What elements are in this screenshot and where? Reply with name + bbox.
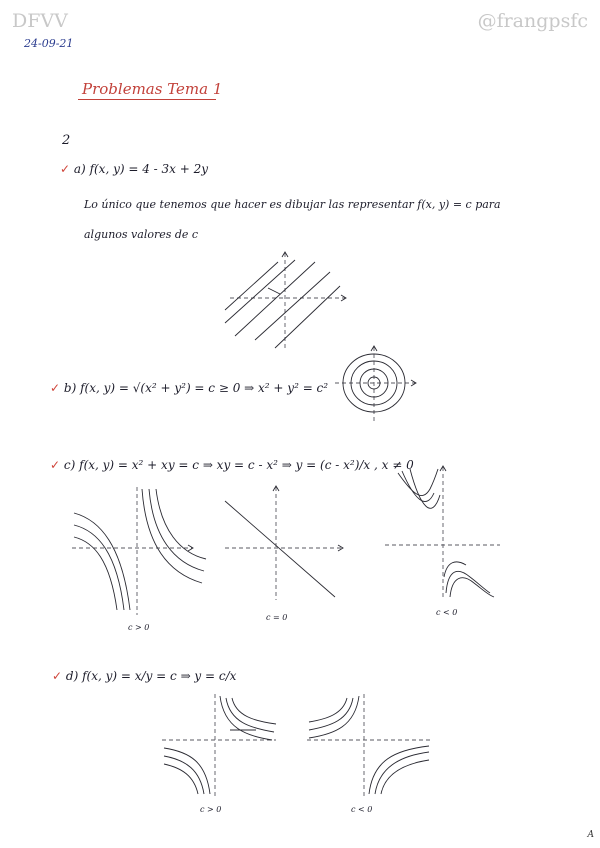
watermark-right: @frangpsfc — [477, 10, 588, 32]
part-b-label: b) — [63, 381, 77, 395]
part-d-positive-sketch — [160, 690, 280, 802]
problem-number: 2 — [62, 133, 71, 148]
part-d-heading — [52, 669, 236, 683]
part-a-heading — [60, 162, 208, 176]
part-c-zero-sketch — [220, 485, 350, 605]
part-a-note-line2: algunos valores de c — [84, 228, 199, 241]
check-mark-icon: ✓ — [50, 458, 61, 472]
part-c-caption-zero: c = 0 — [266, 613, 288, 622]
title-underline — [78, 99, 216, 100]
part-c-caption-negative: c < 0 — [436, 608, 458, 617]
part-d-caption-negative: c < 0 — [351, 805, 373, 814]
page-corner-mark: A — [587, 830, 594, 840]
part-a-equation: f(x, y) = 4 - 3x + 2y — [89, 162, 209, 176]
part-d-label: d) — [65, 669, 79, 683]
part-d-equation: f(x, y) = x/y = c ⇒ y = c/x — [82, 669, 237, 683]
part-a-label: a) — [73, 162, 86, 176]
part-c-heading — [50, 458, 414, 472]
part-b-heading — [50, 381, 328, 395]
check-mark-icon: ✓ — [50, 381, 61, 395]
part-c-equation: f(x, y) = x² + xy = c ⇒ xy = c - x² ⇒ y = (c - x²)/x , x ≠ 0 — [79, 458, 414, 472]
part-c-label: c) — [63, 458, 76, 472]
part-a-note-line1: Lo único que tenemos que hacer es dibujar las representar f(x, y) = c para — [84, 198, 501, 211]
watermark-left: DFVV — [12, 10, 68, 32]
part-a-level-lines-sketch — [220, 248, 360, 358]
part-c-positive-sketch — [70, 485, 210, 620]
part-c-negative-sketch — [380, 465, 505, 605]
part-b-circles-sketch — [330, 345, 420, 425]
check-mark-icon: ✓ — [52, 669, 63, 683]
part-c-caption-positive: c > 0 — [128, 623, 150, 632]
page-date: 24-09-21 — [24, 37, 74, 50]
part-d-negative-sketch — [305, 690, 435, 802]
page-title: Problemas Tema 1 — [82, 80, 223, 98]
part-d-caption-positive: c > 0 — [200, 805, 222, 814]
check-mark-icon: ✓ — [60, 162, 71, 176]
part-b-equation: f(x, y) = √(x² + y²) = c ≥ 0 ⇒ x² + y² = c² — [80, 381, 329, 395]
